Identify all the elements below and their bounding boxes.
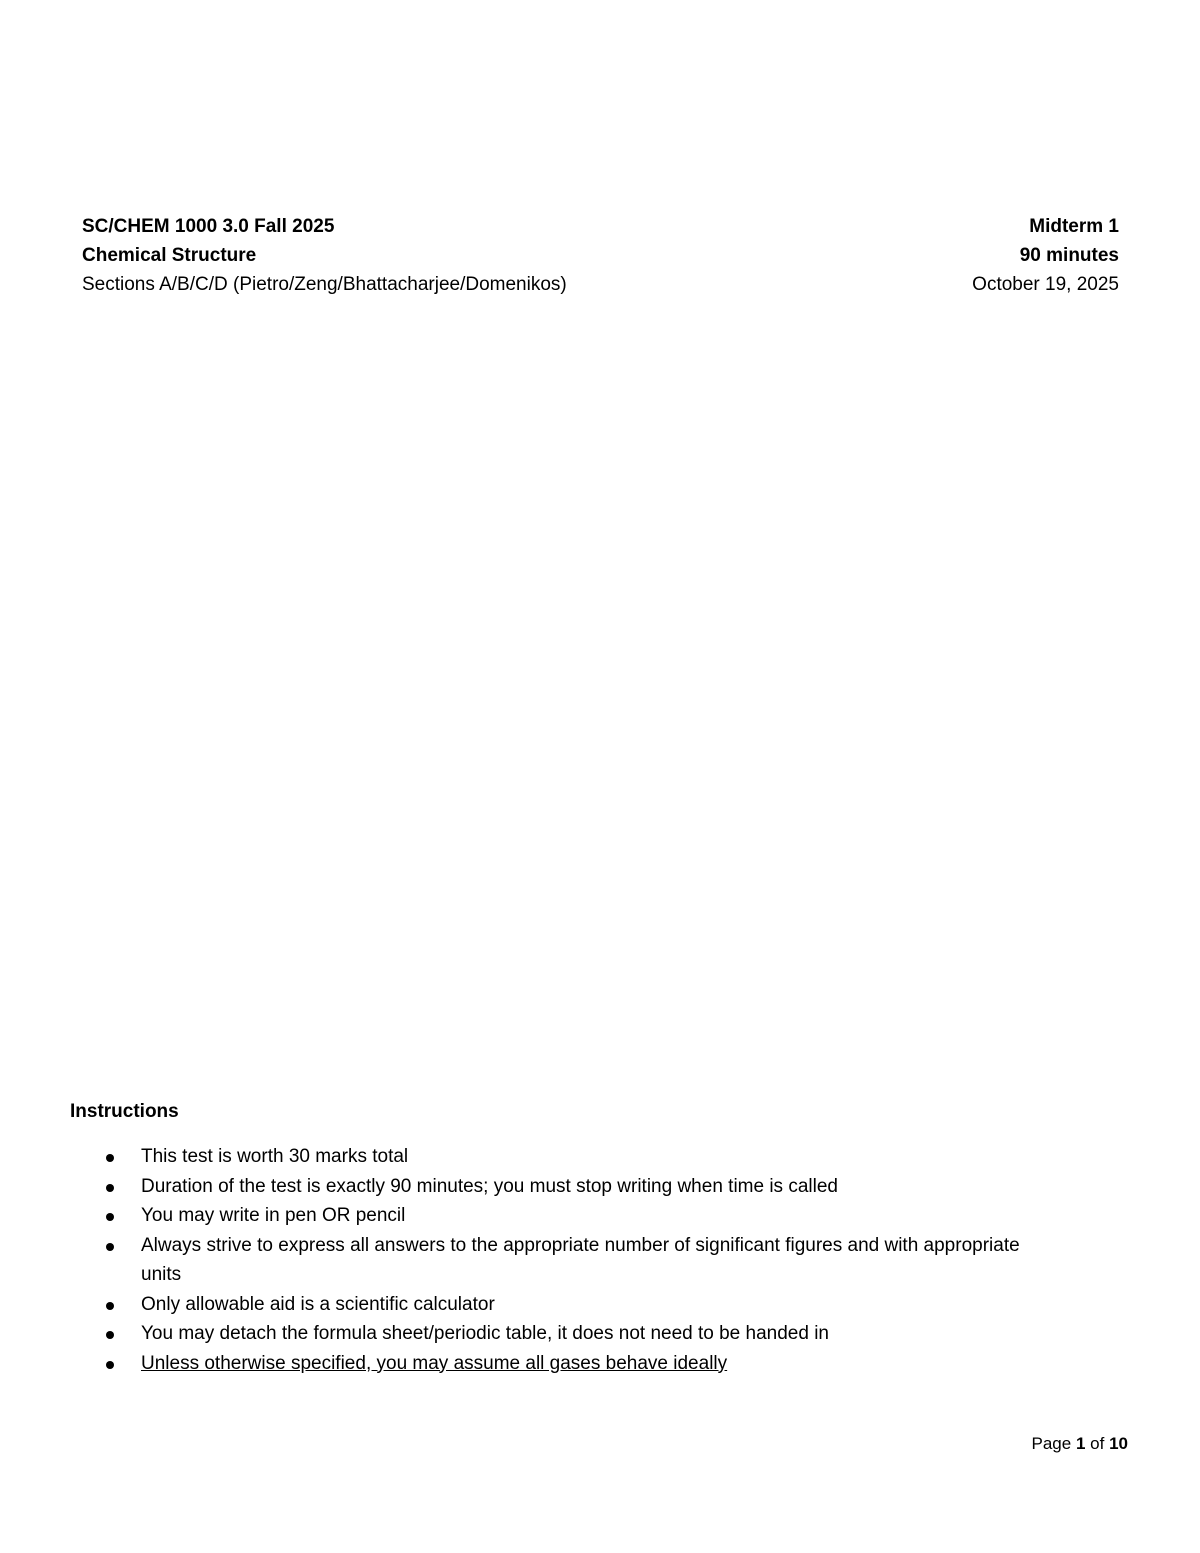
instruction-text: You may write in pen OR pencil — [141, 1205, 406, 1226]
exam-name: Midterm 1 — [1029, 216, 1119, 237]
course-sections: Sections A/B/C/D (Pietro/Zeng/Bhattacharjee/Domenikos) — [82, 274, 567, 295]
instructions-list — [70, 1142, 1130, 1378]
instructions-title: Instructions — [70, 1101, 179, 1122]
page-current: 1 — [1075, 1434, 1086, 1453]
bullet-icon — [106, 1154, 114, 1162]
instruction-text: You may detach the formula sheet/periodic table, it does not need to be handed in — [141, 1323, 829, 1344]
page-label: Page — [1031, 1434, 1072, 1453]
bullet-icon — [106, 1213, 114, 1221]
bullet-icon — [106, 1302, 114, 1310]
bullet-icon — [106, 1243, 114, 1251]
page-number — [1032, 1432, 1128, 1456]
instructions-section — [70, 1098, 1130, 1378]
list-item — [70, 1172, 1041, 1202]
bullet-icon — [106, 1184, 114, 1192]
bullet-icon — [106, 1361, 114, 1369]
course-code: SC/CHEM 1000 3.0 Fall 2025 — [82, 216, 335, 237]
page-total: 10 — [1109, 1434, 1128, 1453]
header-row-2 — [82, 241, 1119, 270]
exam-date: October 19, 2025 — [972, 274, 1119, 295]
instruction-text: This test is worth 30 marks total — [141, 1146, 409, 1167]
instruction-text: Unless otherwise specified, you may assume all gases behave ideally — [141, 1352, 728, 1374]
list-item — [70, 1231, 1041, 1290]
list-item — [70, 1290, 1041, 1320]
header-row-3 — [82, 270, 1119, 299]
exam-duration: 90 minutes — [1019, 245, 1119, 266]
page-of: of — [1090, 1434, 1105, 1453]
list-item — [70, 1142, 1041, 1172]
list-item — [70, 1349, 1041, 1379]
list-item — [70, 1319, 1041, 1349]
course-title: Chemical Structure — [82, 245, 257, 266]
exam-header — [82, 212, 1119, 299]
bullet-icon — [106, 1331, 114, 1339]
instruction-text: Duration of the test is exactly 90 minutes; you must stop writing when time is called — [141, 1175, 838, 1197]
list-item — [70, 1201, 1041, 1231]
header-row-1 — [82, 212, 1119, 241]
instruction-text: Only allowable aid is a scientific calculator — [141, 1293, 495, 1315]
instruction-text: Always strive to express all answers to the appropriate number of significant figures and with appropriate units — [141, 1234, 1020, 1285]
